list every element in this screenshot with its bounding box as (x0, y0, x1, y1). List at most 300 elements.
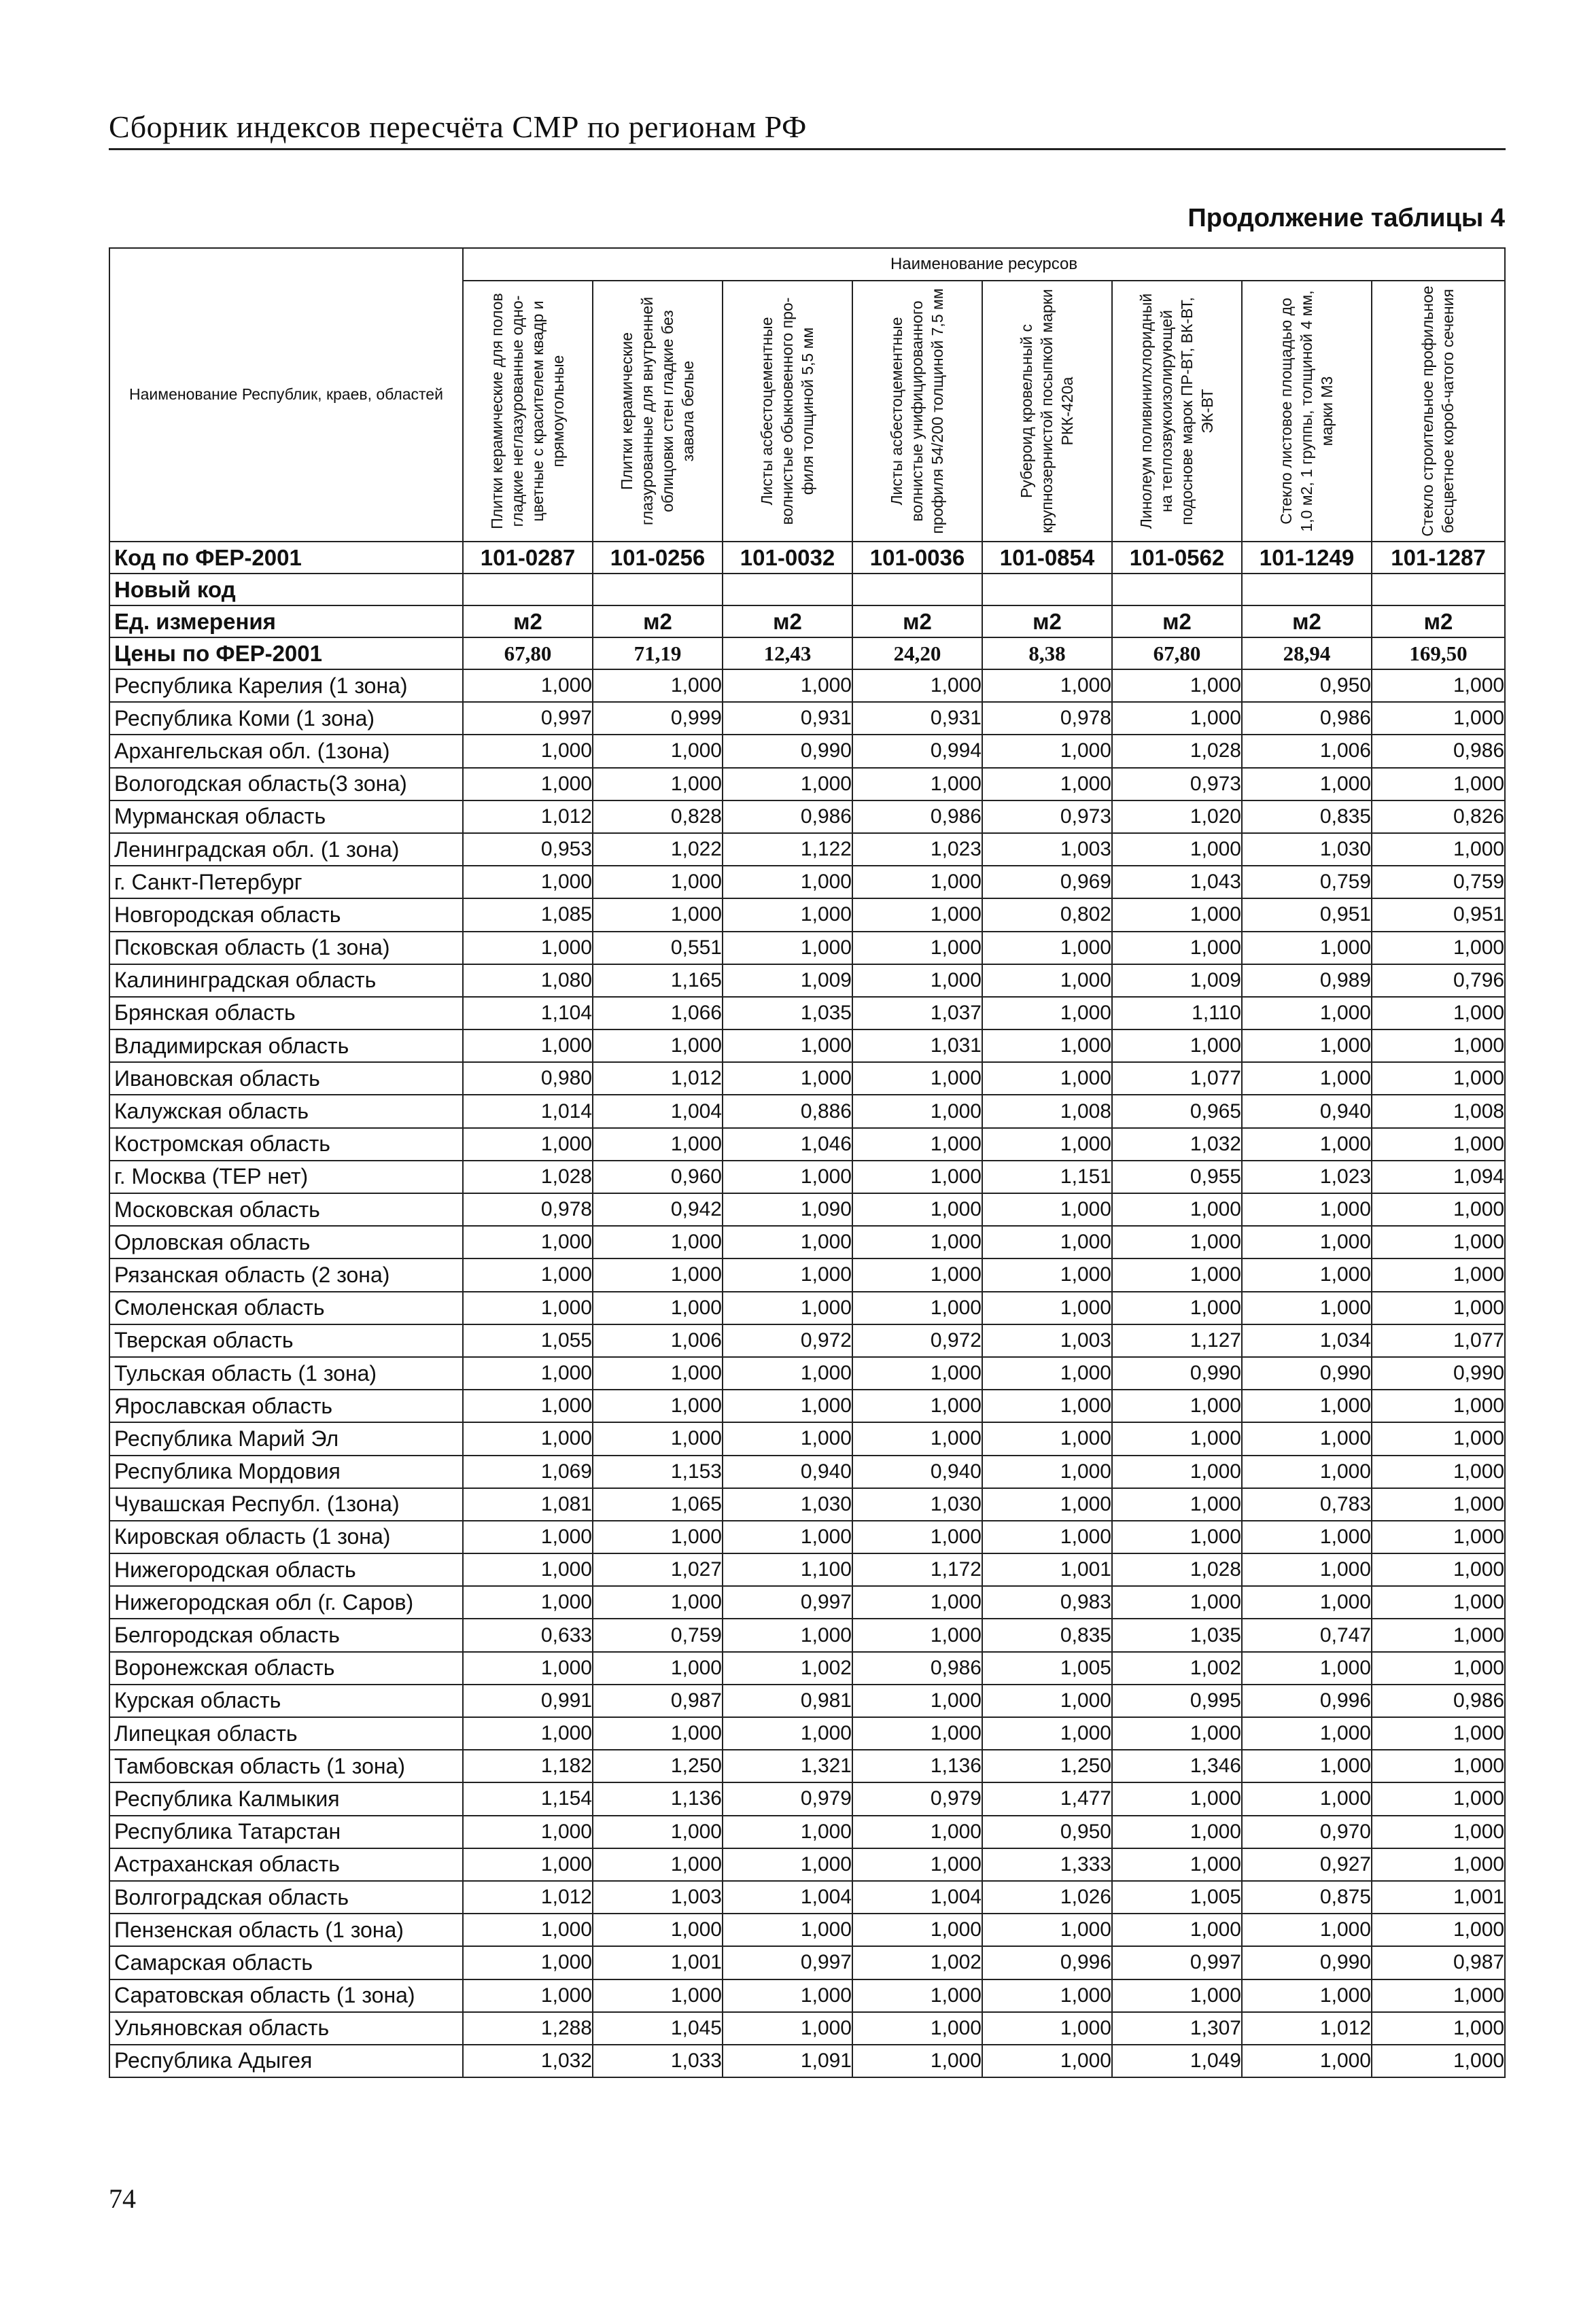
region-name: Орловская область (109, 1226, 463, 1258)
coefficient-cell: 1,000 (982, 1390, 1112, 1422)
coefficient-cell: 1,000 (463, 1292, 593, 1324)
coefficient-cell: 1,000 (982, 1685, 1112, 1717)
coefficient-cell: 1,000 (982, 1979, 1112, 2012)
coefficient-cell: 0,940 (852, 1456, 982, 1488)
coefficient-cell: 1,000 (1372, 1422, 1505, 1455)
region-name: Волгоградская область (109, 1881, 463, 1914)
coefficient-cell: 1,250 (982, 1750, 1112, 1782)
coefficient-cell: 1,000 (852, 932, 982, 964)
coefficient-cell: 1,000 (982, 1717, 1112, 1750)
coefficient-cell: 1,001 (593, 1946, 723, 1979)
coefficient-cell: 1,000 (852, 898, 982, 931)
region-name: Калининградская область (109, 964, 463, 997)
coefficient-cell: 0,953 (463, 833, 593, 866)
coefficient-cell: 1,000 (1372, 702, 1505, 735)
coefficient-cell: 0,828 (593, 800, 723, 833)
coefficient-cell: 0,986 (852, 1652, 982, 1685)
coefficient-cell: 1,000 (1112, 1422, 1242, 1455)
code-cell: 101-0032 (723, 542, 852, 574)
coefficient-cell: 1,000 (852, 1619, 982, 1651)
resource-column-header-text: Плитки керамические глазурованные для внутренней облицовки стен гладкие без завала белые (617, 296, 697, 526)
table-row (109, 1456, 1505, 1488)
coefficient-cell: 1,000 (982, 1488, 1112, 1521)
new-code-cell (723, 574, 852, 605)
coefficient-cell: 1,000 (593, 1914, 723, 1946)
resource-column-header-text: Листы асбестоцементные волнистые унифицированного профиля 54/200 толщиной 7,5 мм (887, 288, 946, 534)
coefficient-cell: 0,999 (593, 702, 723, 735)
coefficient-cell: 1,000 (1372, 1914, 1505, 1946)
coefficient-cell: 0,997 (1112, 1946, 1242, 1979)
coefficient-cell: 1,055 (463, 1324, 593, 1357)
coefficient-cell: 1,000 (463, 1357, 593, 1390)
coefficient-cell: 1,000 (1242, 1456, 1372, 1488)
page-header-title: Сборник индексов пересчёта СМР по регионам РФ (109, 109, 807, 144)
table-row (109, 866, 1505, 898)
coefficient-cell: 1,000 (852, 1816, 982, 1848)
coefficient-cell: 1,172 (852, 1553, 982, 1586)
coefficient-cell: 1,000 (1242, 1226, 1372, 1258)
coefficient-cell: 1,006 (593, 1324, 723, 1357)
resource-column-header-text: Рубероид кровельный с крупнозернистой посыпкой марки РКК-420а (1017, 289, 1076, 533)
coefficient-cell: 1,153 (593, 1456, 723, 1488)
region-name: г. Москва (ТЕР нет) (109, 1161, 463, 1193)
coefficient-cell: 0,979 (723, 1782, 852, 1815)
coefficient-cell: 1,000 (1242, 1717, 1372, 1750)
coefficient-cell: 1,000 (1112, 1717, 1242, 1750)
coefficient-cell: 1,001 (982, 1553, 1112, 1586)
coefficient-cell: 1,012 (1242, 2012, 1372, 2045)
table-row (109, 898, 1505, 931)
coefficient-cell: 1,000 (593, 1390, 723, 1422)
region-name: Мурманская область (109, 800, 463, 833)
coefficient-cell: 1,069 (463, 1456, 593, 1488)
coefficient-cell: 0,994 (852, 735, 982, 767)
coefficient-cell: 1,003 (982, 1324, 1112, 1357)
region-name: Нижегородская обл (г. Саров) (109, 1586, 463, 1619)
region-name: Республика Мордовия (109, 1456, 463, 1488)
coefficient-cell: 0,969 (982, 866, 1112, 898)
coefficient-cell: 1,027 (593, 1553, 723, 1586)
coefficient-cell: 1,034 (1242, 1324, 1372, 1357)
coefficient-cell: 1,000 (982, 997, 1112, 1029)
table-row (109, 997, 1505, 1029)
coefficient-cell: 0,886 (723, 1095, 852, 1127)
price-row (109, 637, 1505, 669)
coefficient-cell: 1,000 (1242, 1652, 1372, 1685)
coefficient-cell: 1,000 (723, 768, 852, 800)
table-row (109, 1258, 1505, 1291)
coefficient-cell: 1,000 (982, 1914, 1112, 1946)
coefficient-cell: 1,000 (463, 1258, 593, 1291)
coefficient-cell: 1,333 (982, 1848, 1112, 1881)
coefficient-cell: 0,835 (982, 1619, 1112, 1651)
coefficient-cell: 1,000 (1112, 1390, 1242, 1422)
code-cell: 101-0036 (852, 542, 982, 574)
coefficient-cell: 1,000 (852, 1357, 982, 1390)
coefficient-cell: 1,000 (463, 1390, 593, 1422)
table-row (109, 1062, 1505, 1095)
coefficient-cell: 1,000 (593, 1848, 723, 1881)
coefficient-cell: 1,000 (982, 1258, 1112, 1291)
coefficient-cell: 1,023 (1242, 1161, 1372, 1193)
coefficient-cell: 1,000 (1372, 2045, 1505, 2077)
coefficient-cell: 1,000 (1242, 1750, 1372, 1782)
new-code-cell (982, 574, 1112, 605)
coefficient-cell: 1,000 (852, 1390, 982, 1422)
coefficient-cell: 1,000 (1372, 1586, 1505, 1619)
table-row (109, 1782, 1505, 1815)
coefficient-cell: 0,931 (723, 702, 852, 735)
coefficient-cell: 1,028 (1112, 1553, 1242, 1586)
coefficient-cell: 1,000 (1242, 1979, 1372, 2012)
region-name: Липецкая область (109, 1717, 463, 1750)
table-row (109, 1521, 1505, 1553)
coefficient-cell: 1,000 (1242, 1128, 1372, 1161)
table-continuation-label: Продолжение таблицы 4 (1187, 204, 1505, 232)
region-name: Тульская область (1 зона) (109, 1357, 463, 1390)
region-name: Республика Марий Эл (109, 1422, 463, 1455)
coefficient-cell: 1,000 (463, 866, 593, 898)
price-cell: 67,80 (1112, 637, 1242, 669)
coefficient-cell: 1,028 (463, 1161, 593, 1193)
coefficient-cell: 1,154 (463, 1782, 593, 1815)
region-name: Самарская область (109, 1946, 463, 1979)
coefficient-cell: 0,972 (723, 1324, 852, 1357)
coefficient-cell: 0,965 (1112, 1095, 1242, 1127)
coefficient-cell: 1,023 (852, 833, 982, 866)
coefficient-cell: 1,000 (982, 735, 1112, 767)
coefficient-cell: 1,000 (1112, 1292, 1242, 1324)
coefficient-cell: 1,000 (463, 1914, 593, 1946)
resource-column-header (463, 281, 593, 542)
coefficient-cell: 1,000 (1372, 1193, 1505, 1226)
coefficient-cell: 1,000 (463, 1422, 593, 1455)
table-row (109, 735, 1505, 767)
coefficient-cell: 1,000 (982, 964, 1112, 997)
coefficient-cell: 0,759 (1372, 866, 1505, 898)
resource-column-header-text: Плитки керамические для полов гладкие неглазурованные одно-цветные с красителем квадр и прямоугольные (487, 293, 567, 529)
coefficient-cell: 1,012 (593, 1062, 723, 1095)
region-column-header: Наименование Республик, краев, областей (109, 248, 463, 542)
coefficient-cell: 0,551 (593, 932, 723, 964)
coefficient-cell: 1,000 (1242, 768, 1372, 800)
coefficient-cell: 1,080 (463, 964, 593, 997)
code-cell: 101-0256 (593, 542, 723, 574)
coefficient-cell: 1,000 (593, 1652, 723, 1685)
coefficient-cell: 1,000 (852, 1685, 982, 1717)
region-name: Чувашская Республ. (1зона) (109, 1488, 463, 1521)
coefficient-cell: 1,005 (1112, 1881, 1242, 1914)
coefficient-cell: 1,000 (1112, 1521, 1242, 1553)
new-code-cell (1112, 574, 1242, 605)
coefficient-cell: 1,006 (1242, 735, 1372, 767)
table-row (109, 2045, 1505, 2077)
coefficient-cell: 1,000 (463, 932, 593, 964)
coefficient-cell: 1,000 (593, 1029, 723, 1062)
table-row (109, 1357, 1505, 1390)
table-row (109, 669, 1505, 702)
coefficient-cell: 1,037 (852, 997, 982, 1029)
region-name: Архангельская обл. (1зона) (109, 735, 463, 767)
coefficient-cell: 1,000 (723, 2012, 852, 2045)
coefficient-cell: 1,000 (593, 1258, 723, 1291)
resource-column-header-text: Листы асбестоцементные волнистые обыкновенного про-филя толщиной 5,5 мм (757, 297, 816, 525)
table-row (109, 1848, 1505, 1881)
coefficient-cell: 1,000 (1372, 1292, 1505, 1324)
coefficient-cell: 1,002 (852, 1946, 982, 1979)
table-row (109, 1128, 1505, 1161)
coefficient-cell: 1,000 (982, 1029, 1112, 1062)
table-row (109, 1914, 1505, 1946)
coefficient-cell: 0,951 (1372, 898, 1505, 931)
coefficient-cell: 1,000 (982, 2012, 1112, 2045)
coefficient-cell: 1,002 (1112, 1652, 1242, 1685)
coefficient-cell: 1,000 (1242, 1914, 1372, 1946)
region-name: Воронежская область (109, 1652, 463, 1685)
coefficient-cell: 1,100 (723, 1553, 852, 1586)
coefficient-cell: 1,000 (852, 2012, 982, 2045)
coefficient-cell: 1,085 (463, 898, 593, 931)
coefficient-cell: 1,000 (1372, 2012, 1505, 2045)
resource-column-header (1242, 281, 1372, 542)
coefficient-cell: 0,978 (463, 1193, 593, 1226)
region-name: Курская область (109, 1685, 463, 1717)
coefficient-cell: 1,049 (1112, 2045, 1242, 2077)
table-row (109, 1652, 1505, 1685)
coefficient-cell: 1,136 (593, 1782, 723, 1815)
table-row (109, 1095, 1505, 1127)
coefficient-cell: 1,321 (723, 1750, 852, 1782)
price-cell: 8,38 (982, 637, 1112, 669)
region-name: Республика Татарстан (109, 1816, 463, 1848)
coefficient-cell: 0,783 (1242, 1488, 1372, 1521)
coefficient-cell: 1,000 (1242, 1062, 1372, 1095)
region-name: Тверская область (109, 1324, 463, 1357)
coefficient-cell: 1,043 (1112, 866, 1242, 898)
coefficient-cell: 1,008 (982, 1095, 1112, 1127)
table-row (109, 1029, 1505, 1062)
unit-cell: м2 (1372, 605, 1505, 637)
coefficient-cell: 1,000 (1242, 1193, 1372, 1226)
coefficient-cell: 1,000 (982, 932, 1112, 964)
coefficient-cell: 1,000 (852, 768, 982, 800)
coefficient-cell: 1,000 (1242, 1521, 1372, 1553)
coefficient-cell: 1,000 (1112, 1914, 1242, 1946)
region-name: Псковская область (1 зона) (109, 932, 463, 964)
coefficient-cell: 1,000 (593, 1521, 723, 1553)
table-row (109, 1685, 1505, 1717)
region-name: Пензенская область (1 зона) (109, 1914, 463, 1946)
coefficient-cell: 1,026 (982, 1881, 1112, 1914)
price-cell: 71,19 (593, 637, 723, 669)
coefficient-cell: 1,000 (982, 1422, 1112, 1455)
coefficient-cell: 1,000 (852, 1161, 982, 1193)
coefficient-cell: 1,030 (852, 1488, 982, 1521)
coefficient-cell: 0,747 (1242, 1619, 1372, 1651)
coefficient-cell: 1,001 (1372, 1881, 1505, 1914)
resource-column-header-text: Стекло листовое площадью до 1,0 м2, 1 группы, толщиной 4 мм, марки М3 (1277, 290, 1336, 532)
coefficient-cell: 1,000 (982, 1226, 1112, 1258)
coefficient-cell: 1,090 (723, 1193, 852, 1226)
coefficient-cell: 1,000 (593, 768, 723, 800)
coefficient-cell: 0,979 (852, 1782, 982, 1815)
region-name: Республика Карелия (1 зона) (109, 669, 463, 702)
coefficient-cell: 1,000 (1112, 1226, 1242, 1258)
coefficient-cell: 1,000 (852, 1128, 982, 1161)
unit-cell: м2 (1242, 605, 1372, 637)
coefficient-cell: 1,000 (1112, 1488, 1242, 1521)
coefficient-cell: 0,942 (593, 1193, 723, 1226)
table-row (109, 1750, 1505, 1782)
region-name: Ивановская область (109, 1062, 463, 1095)
table-row (109, 1553, 1505, 1586)
coefficient-cell: 1,000 (463, 1553, 593, 1586)
coefficient-cell: 1,000 (1372, 1128, 1505, 1161)
coefficient-cell: 1,000 (852, 1095, 982, 1127)
coefficient-cell: 1,003 (982, 833, 1112, 866)
coefficient-cell: 1,000 (982, 768, 1112, 800)
coefficient-cell: 0,990 (723, 735, 852, 767)
coefficient-cell: 1,346 (1112, 1750, 1242, 1782)
price-cell: 28,94 (1242, 637, 1372, 669)
unit-cell: м2 (1112, 605, 1242, 637)
coefficient-cell: 1,000 (723, 866, 852, 898)
coefficient-cell: 1,000 (1372, 669, 1505, 702)
coefficient-cell: 0,986 (1372, 1685, 1505, 1717)
coefficient-cell: 0,997 (723, 1586, 852, 1619)
coefficient-cell: 1,000 (1372, 932, 1505, 964)
table-row (109, 964, 1505, 997)
coefficient-cell: 1,250 (593, 1750, 723, 1782)
coefficient-cell: 1,000 (982, 1292, 1112, 1324)
coefficient-cell: 1,000 (463, 1717, 593, 1750)
coefficient-cell: 1,012 (463, 1881, 593, 1914)
coefficient-cell: 0,991 (463, 1685, 593, 1717)
coefficient-cell: 1,031 (852, 1029, 982, 1062)
table-row (109, 1161, 1505, 1193)
coefficient-cell: 1,004 (723, 1881, 852, 1914)
coefficient-cell: 1,288 (463, 2012, 593, 2045)
coefficient-cell: 1,030 (723, 1488, 852, 1521)
coefficient-cell: 1,000 (1112, 932, 1242, 964)
table-row (109, 1946, 1505, 1979)
coefficient-cell: 1,000 (1242, 1422, 1372, 1455)
resource-column-header-text: Стекло строительное профильное бесцветное короб-чатого сечения (1419, 285, 1457, 537)
coefficient-cell: 1,000 (1372, 1553, 1505, 1586)
coefficient-cell: 1,165 (593, 964, 723, 997)
coefficient-cell: 0,955 (1112, 1161, 1242, 1193)
region-name: Кировская область (1 зона) (109, 1521, 463, 1553)
coefficient-cell: 1,045 (593, 2012, 723, 2045)
table-row (109, 2012, 1505, 2045)
resource-column-header (1112, 281, 1242, 542)
coefficient-cell: 1,000 (1112, 1979, 1242, 2012)
coefficient-cell: 1,000 (1112, 1816, 1242, 1848)
coefficient-cell: 1,000 (1372, 1390, 1505, 1422)
coefficient-cell: 1,000 (1242, 1390, 1372, 1422)
coefficient-cell: 1,000 (1372, 1456, 1505, 1488)
coefficient-cell: 1,020 (1112, 800, 1242, 833)
coefficient-cell: 1,000 (1242, 1258, 1372, 1291)
coefficient-cell: 1,000 (982, 1193, 1112, 1226)
resource-column-header (1372, 281, 1505, 542)
coefficient-cell: 1,030 (1242, 833, 1372, 866)
coefficient-cell: 1,002 (723, 1652, 852, 1685)
coefficient-cell: 1,000 (1242, 932, 1372, 964)
coefficient-cell: 1,000 (852, 1258, 982, 1291)
table-row (109, 1717, 1505, 1750)
coefficient-cell: 0,996 (1242, 1685, 1372, 1717)
table-row (109, 1226, 1505, 1258)
coefficient-cell: 1,000 (723, 1226, 852, 1258)
coefficient-cell: 1,000 (982, 669, 1112, 702)
region-name: Рязанская область (2 зона) (109, 1258, 463, 1291)
table-row (109, 1488, 1505, 1521)
coefficient-cell: 1,000 (852, 866, 982, 898)
region-name: Смоленская область (109, 1292, 463, 1324)
coefficient-cell: 1,000 (852, 1979, 982, 2012)
coefficient-cell: 1,000 (463, 1029, 593, 1062)
coefficient-cell: 1,000 (1372, 1750, 1505, 1782)
coefficient-cell: 1,009 (1112, 964, 1242, 997)
coefficient-cell: 1,477 (982, 1782, 1112, 1815)
new-code-cell (1372, 574, 1505, 605)
coefficient-cell: 1,000 (723, 1258, 852, 1291)
coefficient-cell: 1,012 (463, 800, 593, 833)
new-code-cell (1242, 574, 1372, 605)
coefficient-cell: 1,000 (852, 1226, 982, 1258)
coefficient-cell: 1,000 (1112, 1848, 1242, 1881)
coefficient-cell: 1,014 (463, 1095, 593, 1127)
coefficient-cell: 0,990 (1372, 1357, 1505, 1390)
unit-cell: м2 (982, 605, 1112, 637)
coefficient-cell: 1,000 (1112, 1193, 1242, 1226)
unit-cell: м2 (593, 605, 723, 637)
coefficient-cell: 1,000 (463, 1979, 593, 2012)
coefficient-cell: 1,104 (463, 997, 593, 1029)
region-name: Тамбовская область (1 зона) (109, 1750, 463, 1782)
coefficient-cell: 0,987 (1372, 1946, 1505, 1979)
coefficient-cell: 1,000 (593, 898, 723, 931)
coefficient-cell: 1,000 (1242, 1586, 1372, 1619)
coefficient-cell: 0,990 (1112, 1357, 1242, 1390)
coefficient-cell: 1,000 (463, 1946, 593, 1979)
coefficient-cell: 1,136 (852, 1750, 982, 1782)
coefficient-cell: 0,973 (1112, 768, 1242, 800)
coefficient-cell: 1,000 (723, 1390, 852, 1422)
coefficient-cell: 1,000 (1112, 702, 1242, 735)
coefficient-cell: 0,981 (723, 1685, 852, 1717)
resource-column-header (593, 281, 723, 542)
coefficient-cell: 1,046 (723, 1128, 852, 1161)
coefficient-cell: 1,000 (593, 735, 723, 767)
coefficient-cell: 1,004 (852, 1881, 982, 1914)
coefficient-cell: 0,983 (982, 1586, 1112, 1619)
coefficient-cell: 1,000 (723, 1521, 852, 1553)
unit-cell: м2 (852, 605, 982, 637)
coefficient-cell: 1,182 (463, 1750, 593, 1782)
unit-cell: м2 (723, 605, 852, 637)
price-cell: 169,50 (1372, 637, 1505, 669)
coefficient-cell: 1,000 (463, 735, 593, 767)
coefficient-cell: 1,000 (723, 1979, 852, 2012)
coefficient-cell: 1,000 (852, 1586, 982, 1619)
coefficient-cell: 1,000 (982, 1521, 1112, 1553)
coefficient-cell: 0,759 (1242, 866, 1372, 898)
coefficient-cell: 1,000 (1372, 1258, 1505, 1291)
coefficient-cell: 1,000 (1372, 1488, 1505, 1521)
coefficient-cell: 1,000 (593, 1357, 723, 1390)
